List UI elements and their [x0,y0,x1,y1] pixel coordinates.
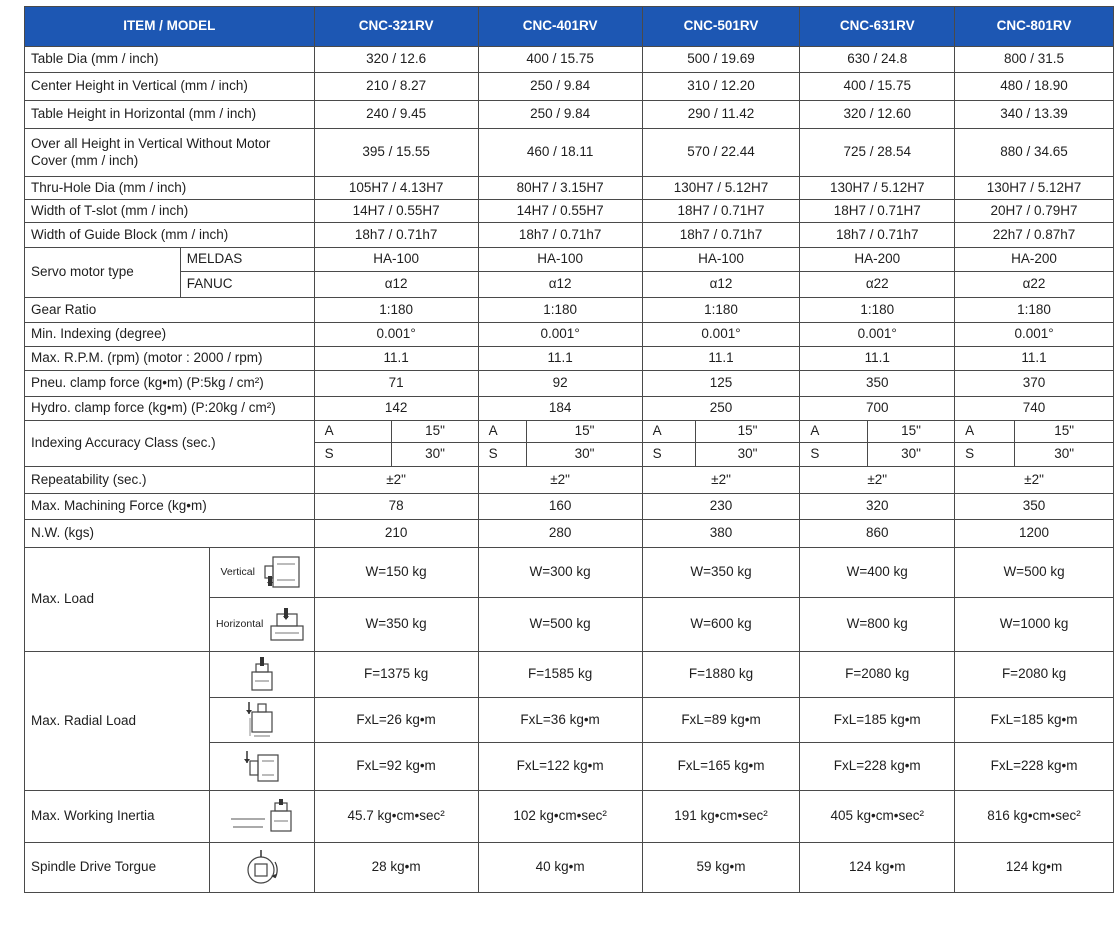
cell-value: FxL=228 kg•m [800,743,955,791]
cell-value: 11.1 [314,347,478,371]
inertia-diagram [209,791,314,843]
table-row [25,73,1114,101]
cell-value: 395 / 15.55 [314,129,478,177]
cell-value: 570 / 22.44 [642,129,800,177]
cell-value: HA-100 [478,248,642,272]
radial-load-diagram [209,652,314,698]
cell-value: 20H7 / 0.79H7 [955,200,1114,223]
accuracy-value: 30" [867,443,954,467]
accuracy-value: 30" [695,443,800,467]
cell-value: W=1000 kg [955,598,1114,652]
cell-value: 124 kg•m [955,843,1114,893]
row-label: Over all Height in Vertical Without Motor Cover (mm / inch) [25,129,315,177]
cell-value: 11.1 [478,347,642,371]
cell-value: 0.001° [314,323,478,347]
cell-value: 18H7 / 0.71H7 [642,200,800,223]
cell-value: HA-200 [800,248,955,272]
cell-value: 725 / 28.54 [800,129,955,177]
row-label: Spindle Drive Torgue [25,843,210,893]
cell-value: 320 / 12.60 [800,101,955,129]
cell-value: 80H7 / 3.15H7 [478,177,642,200]
cell-value: ±2" [478,467,642,494]
cell-value: F=2080 kg [955,652,1114,698]
torque-icon [237,848,287,888]
cell-value: 1:180 [642,298,800,323]
cell-value: 280 [478,520,642,548]
vertical-label: Vertical [220,566,255,579]
accuracy-class: A [955,421,1015,443]
cell-value: W=800 kg [800,598,955,652]
moment-load-icon [242,700,282,740]
cell-value: 130H7 / 5.12H7 [800,177,955,200]
row-label: Max. Radial Load [25,652,210,791]
cell-value: 14H7 / 0.55H7 [314,200,478,223]
radial-load-diagram [209,698,314,743]
cell-value: 880 / 34.65 [955,129,1114,177]
row-label: Thru-Hole Dia (mm / inch) [25,177,315,200]
cell-value: 210 / 8.27 [314,73,478,101]
cell-value: 250 [642,397,800,421]
item-model-header: ITEM / MODEL [25,7,315,47]
cell-value: FxL=228 kg•m [955,743,1114,791]
cell-value: 18h7 / 0.71h7 [800,223,955,248]
row-label: Servo motor type [25,248,181,298]
cell-value: FxL=92 kg•m [314,743,478,791]
row-label: Max. Machining Force (kg•m) [25,494,315,520]
cell-value: W=350 kg [642,548,800,598]
cell-value: FxL=165 kg•m [642,743,800,791]
cell-value: 142 [314,397,478,421]
cell-value: 1:180 [800,298,955,323]
accuracy-value: 15" [527,421,642,443]
cell-value: F=1880 kg [642,652,800,698]
accuracy-value: 30" [527,443,642,467]
model-header: CNC-501RV [642,7,800,47]
cell-value: α12 [478,272,642,298]
table-row [25,248,1114,272]
cell-value: 460 / 18.11 [478,129,642,177]
cell-value: α12 [642,272,800,298]
cell-value: FxL=89 kg•m [642,698,800,743]
cell-value: FxL=36 kg•m [478,698,642,743]
row-label: Gear Ratio [25,298,315,323]
table-row [25,272,1114,298]
cell-value: 11.1 [642,347,800,371]
table-row [25,548,1114,598]
horizontal-load-diagram [209,598,314,652]
cell-value: 816 kg•cm•sec² [955,791,1114,843]
cell-value: 184 [478,397,642,421]
cell-value: W=350 kg [314,598,478,652]
model-header: CNC-801RV [955,7,1114,47]
cell-value: W=400 kg [800,548,955,598]
cell-value: HA-200 [955,248,1114,272]
cell-value: F=2080 kg [800,652,955,698]
cell-value: FxL=185 kg•m [955,698,1114,743]
cell-value: 400 / 15.75 [800,73,955,101]
cell-value: ±2" [800,467,955,494]
cell-value: 78 [314,494,478,520]
table-row [25,200,1114,223]
cell-value: 480 / 18.90 [955,73,1114,101]
cell-value: 0.001° [478,323,642,347]
cell-value: 125 [642,371,800,397]
row-label: Max. Load [25,548,210,652]
cell-value: 800 / 31.5 [955,47,1114,73]
cell-value: 240 / 9.45 [314,101,478,129]
table-row [25,652,1114,698]
row-label: Table Dia (mm / inch) [25,47,315,73]
cell-value: 45.7 kg•cm•sec² [314,791,478,843]
cell-value: W=500 kg [955,548,1114,598]
row-label: Indexing Accuracy Class (sec.) [25,421,315,467]
row-label: Center Height in Vertical (mm / inch) [25,73,315,101]
cell-value: FxL=26 kg•m [314,698,478,743]
model-header: CNC-631RV [800,7,955,47]
cell-value: 340 / 13.39 [955,101,1114,129]
table-row [25,791,1114,843]
cell-value: F=1585 kg [478,652,642,698]
cell-value: 160 [478,494,642,520]
cell-value: 71 [314,371,478,397]
cell-value: 350 [800,371,955,397]
cell-value: 700 [800,397,955,421]
accuracy-class: A [478,421,527,443]
row-label: Max. R.P.M. (rpm) (motor : 2000 / rpm) [25,347,315,371]
row-label: Pneu. clamp force (kg•m) (P:5kg / cm²) [25,371,315,397]
cell-value: 380 [642,520,800,548]
cell-value: FxL=185 kg•m [800,698,955,743]
table-row [25,298,1114,323]
cell-value: W=500 kg [478,598,642,652]
cell-value: 860 [800,520,955,548]
cell-value: 18h7 / 0.71h7 [478,223,642,248]
spec-sheet [24,6,1114,893]
table-row [25,347,1114,371]
inertia-icon [227,797,297,837]
table-row [25,467,1114,494]
vertical-load-diagram [209,548,314,598]
accuracy-class: A [314,421,392,443]
accuracy-value: 30" [392,443,478,467]
table-row [25,47,1114,73]
cell-value: 250 / 9.84 [478,73,642,101]
row-label: Repeatability (sec.) [25,467,315,494]
accuracy-value: 30" [1015,443,1114,467]
cell-value: ±2" [642,467,800,494]
cell-value: α12 [314,272,478,298]
sub-label-meldas: MELDAS [180,248,314,272]
table-row [25,223,1114,248]
cell-value: 130H7 / 5.12H7 [955,177,1114,200]
cell-value: 130H7 / 5.12H7 [642,177,800,200]
model-header: CNC-321RV [314,7,478,47]
cell-value: 18H7 / 0.71H7 [800,200,955,223]
row-label: Table Height in Horizontal (mm / inch) [25,101,315,129]
radial-load-diagram [209,743,314,791]
axial-force-icon [242,656,282,694]
cell-value: HA-100 [314,248,478,272]
cell-value: 105H7 / 4.13H7 [314,177,478,200]
cell-value: 290 / 11.42 [642,101,800,129]
cell-value: 370 [955,371,1114,397]
cell-value: 500 / 19.69 [642,47,800,73]
cell-value: 1200 [955,520,1114,548]
cell-value: 40 kg•m [478,843,642,893]
cell-value: 0.001° [642,323,800,347]
cell-value: 405 kg•cm•sec² [800,791,955,843]
cell-value: ±2" [955,467,1114,494]
accuracy-value: 15" [1015,421,1114,443]
cell-value: 320 / 12.6 [314,47,478,73]
horizontal-table-icon [267,606,307,644]
table-row [25,101,1114,129]
accuracy-class: S [800,443,867,467]
accuracy-class: S [955,443,1015,467]
cell-value: W=600 kg [642,598,800,652]
row-label: Hydro. clamp force (kg•m) (P:20kg / cm²) [25,397,315,421]
accuracy-class: A [642,421,695,443]
cell-value: HA-100 [642,248,800,272]
accuracy-class: S [478,443,527,467]
row-label: Width of T-slot (mm / inch) [25,200,315,223]
cell-value: 400 / 15.75 [478,47,642,73]
cell-value: 124 kg•m [800,843,955,893]
cell-value: FxL=122 kg•m [478,743,642,791]
cell-value: F=1375 kg [314,652,478,698]
row-label: Max. Working Inertia [25,791,210,843]
row-label: N.W. (kgs) [25,520,315,548]
cell-value: α22 [955,272,1114,298]
cell-value: 92 [478,371,642,397]
horizontal-label: Horizontal [216,618,264,631]
cell-value: ±2" [314,467,478,494]
cell-value: 0.001° [800,323,955,347]
cell-value: 102 kg•cm•sec² [478,791,642,843]
table-row [25,323,1114,347]
cell-value: 630 / 24.8 [800,47,955,73]
cell-value: 320 [800,494,955,520]
cell-value: 22h7 / 0.87h7 [955,223,1114,248]
table-row [25,177,1114,200]
spec-table [24,6,1114,893]
side-moment-icon [240,747,284,787]
header-row [25,7,1114,47]
row-label: Min. Indexing (degree) [25,323,315,347]
row-label: Width of Guide Block (mm / inch) [25,223,315,248]
table-row [25,843,1114,893]
sub-label-fanuc: FANUC [180,272,314,298]
cell-value: 1:180 [478,298,642,323]
accuracy-value: 15" [867,421,954,443]
cell-value: 1:180 [955,298,1114,323]
cell-value: 18h7 / 0.71h7 [314,223,478,248]
table-row [25,129,1114,177]
table-row [25,371,1114,397]
cell-value: 14H7 / 0.55H7 [478,200,642,223]
accuracy-value: 15" [392,421,478,443]
cell-value: 740 [955,397,1114,421]
cell-value: 59 kg•m [642,843,800,893]
accuracy-class: A [800,421,867,443]
accuracy-value: 15" [695,421,800,443]
cell-value: 250 / 9.84 [478,101,642,129]
table-row [25,494,1114,520]
accuracy-class: S [642,443,695,467]
cell-value: 230 [642,494,800,520]
cell-value: 191 kg•cm•sec² [642,791,800,843]
accuracy-class: S [314,443,392,467]
cell-value: 350 [955,494,1114,520]
cell-value: 1:180 [314,298,478,323]
cell-value: α22 [800,272,955,298]
torque-diagram [209,843,314,893]
table-row [25,421,1114,443]
cell-value: W=150 kg [314,548,478,598]
cell-value: 11.1 [800,347,955,371]
cell-value: 0.001° [955,323,1114,347]
table-row [25,520,1114,548]
cell-value: W=300 kg [478,548,642,598]
cell-value: 310 / 12.20 [642,73,800,101]
cell-value: 28 kg•m [314,843,478,893]
cell-value: 11.1 [955,347,1114,371]
model-header: CNC-401RV [478,7,642,47]
cell-value: 210 [314,520,478,548]
vertical-table-icon [259,554,303,592]
cell-value: 18h7 / 0.71h7 [642,223,800,248]
table-row [25,397,1114,421]
